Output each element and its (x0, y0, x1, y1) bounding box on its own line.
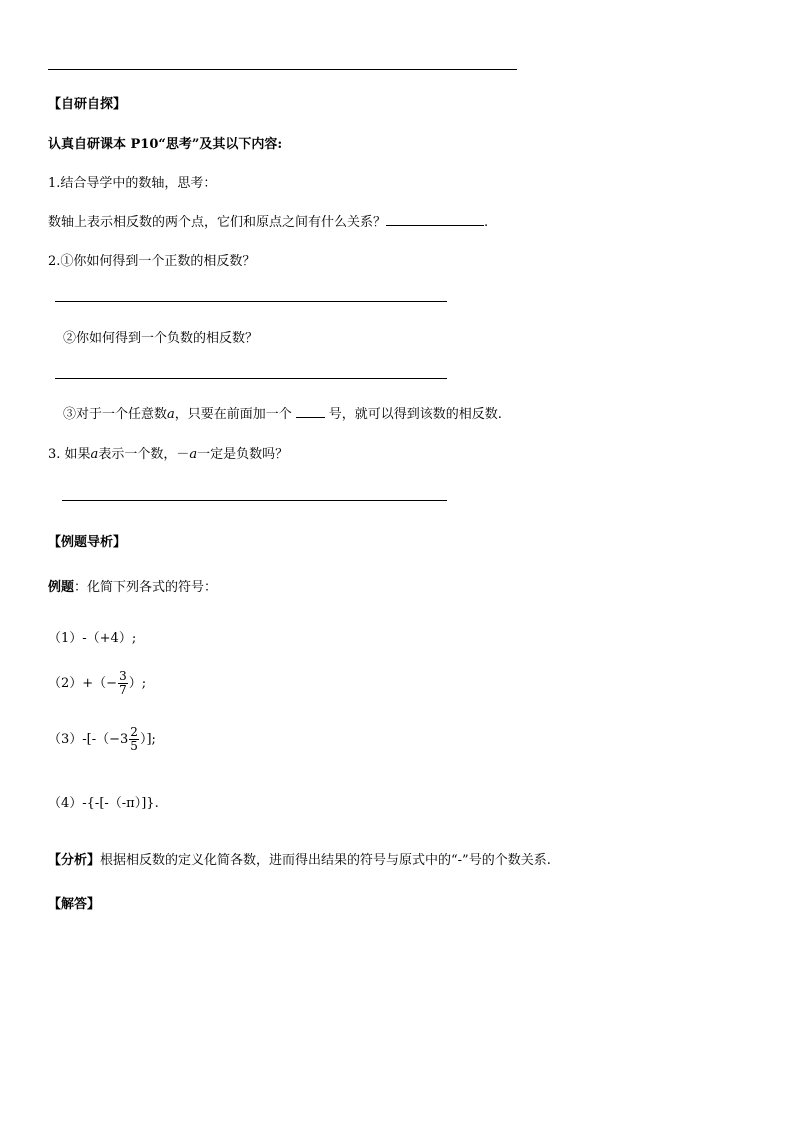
question-3-text-c: 一定是负数吗？ (197, 447, 289, 462)
analysis-paragraph (48, 849, 551, 868)
variable-a: a (189, 447, 198, 462)
answer-line-2[interactable] (55, 378, 447, 379)
question-3-text-a: 3. 如果 (48, 447, 91, 462)
example-item-3-suffix: ）]; (139, 732, 156, 747)
question-1-answer-blank[interactable] (386, 213, 484, 226)
answer-line-1[interactable] (55, 301, 447, 302)
example-item-2-suffix: ）; (128, 676, 147, 691)
question-1-prompt: 数轴上表示相反数的两个点，它们和原点之间有什么关系？ (48, 215, 387, 230)
example-item-1: （1）-（+4）; (48, 631, 137, 646)
top-rule (48, 69, 517, 70)
fraction-numerator: 3 (119, 669, 127, 683)
analysis-text: 根据相反数的定义化简各数，进而得出结果的符号与原式中的“-”号的个数关系. (100, 853, 551, 868)
variable-a: a (90, 447, 99, 462)
answer-line-3[interactable] (62, 500, 447, 501)
sign-answer-blank[interactable] (296, 405, 325, 418)
fraction-2-5 (129, 726, 139, 753)
example-text: ：化简下列各式的符号： (74, 580, 218, 595)
question-2-sub2: ②你如何得到一个负数的相反数？ (63, 331, 259, 346)
example-item-4: （4）-{-[-（-π）]}. (48, 796, 159, 811)
question-1-period: . (484, 215, 489, 230)
fraction-3-7 (118, 670, 128, 697)
example-intro (48, 576, 217, 595)
question-2-sub3 (63, 403, 502, 422)
question-2-sub3-text-c: 号，就可以得到该数的相反数. (328, 407, 502, 422)
example-item-2 (48, 670, 146, 697)
question-2-sub3-text-b: ，只要在前面加一个 (174, 407, 292, 422)
answer-label: 【解答】 (48, 897, 101, 912)
question-1-title: 1.结合导学中的数轴，思考： (48, 176, 217, 191)
fraction-numerator: 2 (130, 725, 138, 739)
question-3 (48, 443, 288, 462)
question-2-sub3-text-a: ③对于一个任意数 (63, 407, 168, 422)
question-1-text (48, 211, 488, 230)
example-label: 例题 (48, 580, 75, 595)
intro-text: 认真自研课本 P10“思考”及其以下内容: (48, 137, 283, 152)
example-item-3-prefix: （3）-[-（−3 (48, 732, 129, 747)
question-2-title: 2.①你如何得到一个正数的相反数？ (48, 254, 256, 269)
fraction-denominator: 5 (130, 739, 138, 753)
minus-sign: － (176, 447, 190, 462)
section-heading-examples: 【例题导析】 (48, 535, 127, 550)
variable-a: a (167, 407, 175, 422)
analysis-label: 【分析】 (48, 853, 101, 868)
question-3-text-b: 表示一个数， (98, 447, 177, 462)
example-item-2-prefix: （2）+（− (48, 676, 118, 691)
fraction-denominator: 7 (119, 683, 127, 697)
example-item-3 (48, 726, 156, 753)
section-heading-self-study: 【自研自探】 (48, 97, 127, 112)
